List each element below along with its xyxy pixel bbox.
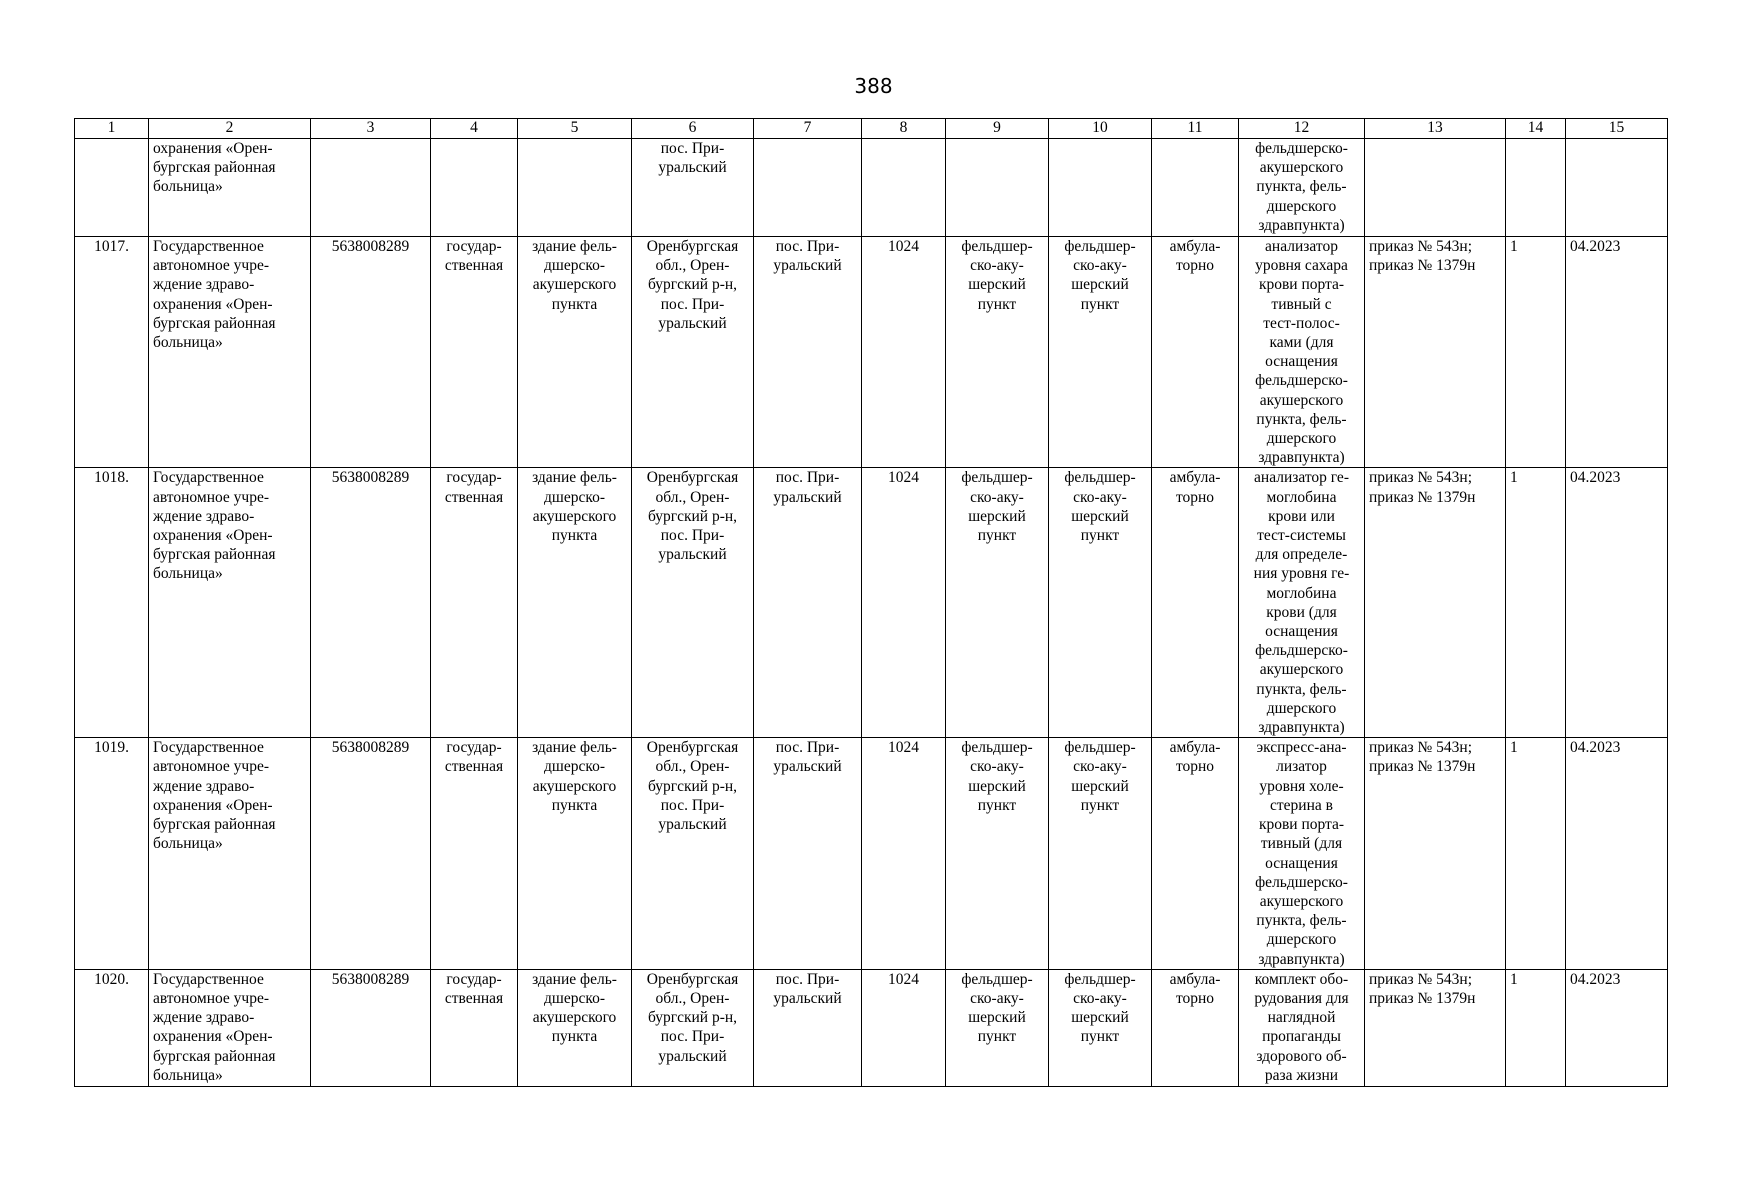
cell-ownership: государ- ственная <box>431 969 518 1086</box>
cell-building: здание фель- дшерско- акушерского пункта <box>518 969 632 1086</box>
cell-date: 04.2023 <box>1566 969 1668 1086</box>
cell-equipment: комплект обо- рудования для наглядной пропаганды здорового об- раза жизни <box>1239 969 1365 1086</box>
cell-quantity: 1 <box>1506 468 1566 738</box>
cell-population: 1024 <box>862 237 946 468</box>
cell-unit-name: фельдшер- ско-аку- шерский пункт <box>1049 738 1152 969</box>
cell-unit-type: фельдшер- ско-аку- шерский пункт <box>946 237 1049 468</box>
cell-date: 04.2023 <box>1566 468 1668 738</box>
cell-address: Оренбургская обл., Орен- бургский р-н, пос. При- уральский <box>632 969 754 1086</box>
column-number-row <box>75 119 1668 139</box>
table-row <box>75 237 1668 468</box>
table-row <box>75 738 1668 969</box>
cell-equipment: анализатор ге- моглобина крови или тест-системы для определе- ния уровня ге- моглобина крови (для оснащения фельдшерско- акушерского пункта, фель- дшерского здравпункта) <box>1239 468 1365 738</box>
cell-settlement: пос. При- уральский <box>754 468 862 738</box>
cell-settlement: пос. При- уральский <box>754 237 862 468</box>
column-header: 3 <box>311 119 431 139</box>
cell-building <box>518 139 632 237</box>
cell-care-form <box>1152 139 1239 237</box>
cell-unit-name: фельдшер- ско-аку- шерский пункт <box>1049 969 1152 1086</box>
cell-population <box>862 139 946 237</box>
cell-unit-type: фельдшер- ско-аку- шерский пункт <box>946 738 1049 969</box>
cell-order: приказ № 543н; приказ № 1379н <box>1365 468 1506 738</box>
column-header: 6 <box>632 119 754 139</box>
cell-unit-type: фельдшер- ско-аку- шерский пункт <box>946 468 1049 738</box>
cell-order: приказ № 543н; приказ № 1379н <box>1365 738 1506 969</box>
cell-quantity: 1 <box>1506 969 1566 1086</box>
cell-date <box>1566 139 1668 237</box>
cell-address: Оренбургская обл., Орен- бургский р-н, пос. При- уральский <box>632 738 754 969</box>
cell-population: 1024 <box>862 969 946 1086</box>
cell-building: здание фель- дшерско- акушерского пункта <box>518 468 632 738</box>
cell-quantity: 1 <box>1506 237 1566 468</box>
cell-settlement: пос. При- уральский <box>754 969 862 1086</box>
cell-address: Оренбургская обл., Орен- бургский р-н, пос. При- уральский <box>632 468 754 738</box>
cell-unit-name: фельдшер- ско-аку- шерский пункт <box>1049 468 1152 738</box>
register-table <box>74 118 1668 1087</box>
cell-building: здание фель- дшерско- акушерского пункта <box>518 738 632 969</box>
cell-inn <box>311 139 431 237</box>
column-header: 14 <box>1506 119 1566 139</box>
cell-number: 1018. <box>75 468 149 738</box>
cell-unit-name <box>1049 139 1152 237</box>
cell-organization: охранения «Орен- бургская районная больница» <box>149 139 311 237</box>
cell-organization: Государственное автономное учре- ждение здраво- охранения «Орен- бургская районная больница» <box>149 237 311 468</box>
cell-settlement: пос. При- уральский <box>754 738 862 969</box>
column-header: 9 <box>946 119 1049 139</box>
cell-organization: Государственное автономное учре- ждение здраво- охранения «Орен- бургская районная больница» <box>149 969 311 1086</box>
cell-organization: Государственное автономное учре- ждение здраво- охранения «Орен- бургская районная больница» <box>149 738 311 969</box>
cell-date: 04.2023 <box>1566 237 1668 468</box>
column-header: 11 <box>1152 119 1239 139</box>
cell-care-form: амбула- торно <box>1152 468 1239 738</box>
column-header: 5 <box>518 119 632 139</box>
cell-building: здание фель- дшерско- акушерского пункта <box>518 237 632 468</box>
cell-ownership: государ- ственная <box>431 237 518 468</box>
cell-quantity <box>1506 139 1566 237</box>
cell-order: приказ № 543н; приказ № 1379н <box>1365 969 1506 1086</box>
cell-date: 04.2023 <box>1566 738 1668 969</box>
cell-unit-type <box>946 139 1049 237</box>
cell-number: 1017. <box>75 237 149 468</box>
cell-inn: 5638008289 <box>311 738 431 969</box>
table-row <box>75 969 1668 1086</box>
cell-organization: Государственное автономное учре- ждение здраво- охранения «Орен- бургская районная больница» <box>149 468 311 738</box>
cell-address: Оренбургская обл., Орен- бургский р-н, пос. При- уральский <box>632 237 754 468</box>
cell-population: 1024 <box>862 468 946 738</box>
cell-order <box>1365 139 1506 237</box>
cell-equipment: анализатор уровня сахара крови порта- тивный с тест-полос- ками (для оснащения фельдшерско- акушерского пункта, фель- дшерского здравпункта) <box>1239 237 1365 468</box>
column-header: 13 <box>1365 119 1506 139</box>
cell-inn: 5638008289 <box>311 969 431 1086</box>
table-row <box>75 468 1668 738</box>
cell-population: 1024 <box>862 738 946 969</box>
cell-unit-name: фельдшер- ско-аку- шерский пункт <box>1049 237 1152 468</box>
cell-care-form: амбула- торно <box>1152 969 1239 1086</box>
cell-number <box>75 139 149 237</box>
cell-number: 1020. <box>75 969 149 1086</box>
cell-unit-type: фельдшер- ско-аку- шерский пункт <box>946 969 1049 1086</box>
cell-inn: 5638008289 <box>311 468 431 738</box>
page-number: 388 <box>854 74 893 98</box>
column-header: 4 <box>431 119 518 139</box>
column-header: 8 <box>862 119 946 139</box>
cell-inn: 5638008289 <box>311 237 431 468</box>
cell-number: 1019. <box>75 738 149 969</box>
cell-care-form: амбула- торно <box>1152 237 1239 468</box>
column-header: 15 <box>1566 119 1668 139</box>
cell-address: пос. При- уральский <box>632 139 754 237</box>
cell-quantity: 1 <box>1506 738 1566 969</box>
column-header: 10 <box>1049 119 1152 139</box>
cell-care-form: амбула- торно <box>1152 738 1239 969</box>
cell-ownership: государ- ственная <box>431 738 518 969</box>
cell-ownership: государ- ственная <box>431 468 518 738</box>
column-header: 7 <box>754 119 862 139</box>
cell-order: приказ № 543н; приказ № 1379н <box>1365 237 1506 468</box>
cell-ownership <box>431 139 518 237</box>
cell-settlement <box>754 139 862 237</box>
cell-equipment: фельдшерско- акушерского пункта, фель- дшерского здравпункта) <box>1239 139 1365 237</box>
column-header: 12 <box>1239 119 1365 139</box>
column-header: 2 <box>149 119 311 139</box>
cell-equipment: экспресс-ана- лизатор уровня холе- стерина в крови порта- тивный (для оснащения фельдшерско- акушерского пункта, фель- дшерского здравпункта) <box>1239 738 1365 969</box>
continuation-row <box>75 139 1668 237</box>
column-header: 1 <box>75 119 149 139</box>
